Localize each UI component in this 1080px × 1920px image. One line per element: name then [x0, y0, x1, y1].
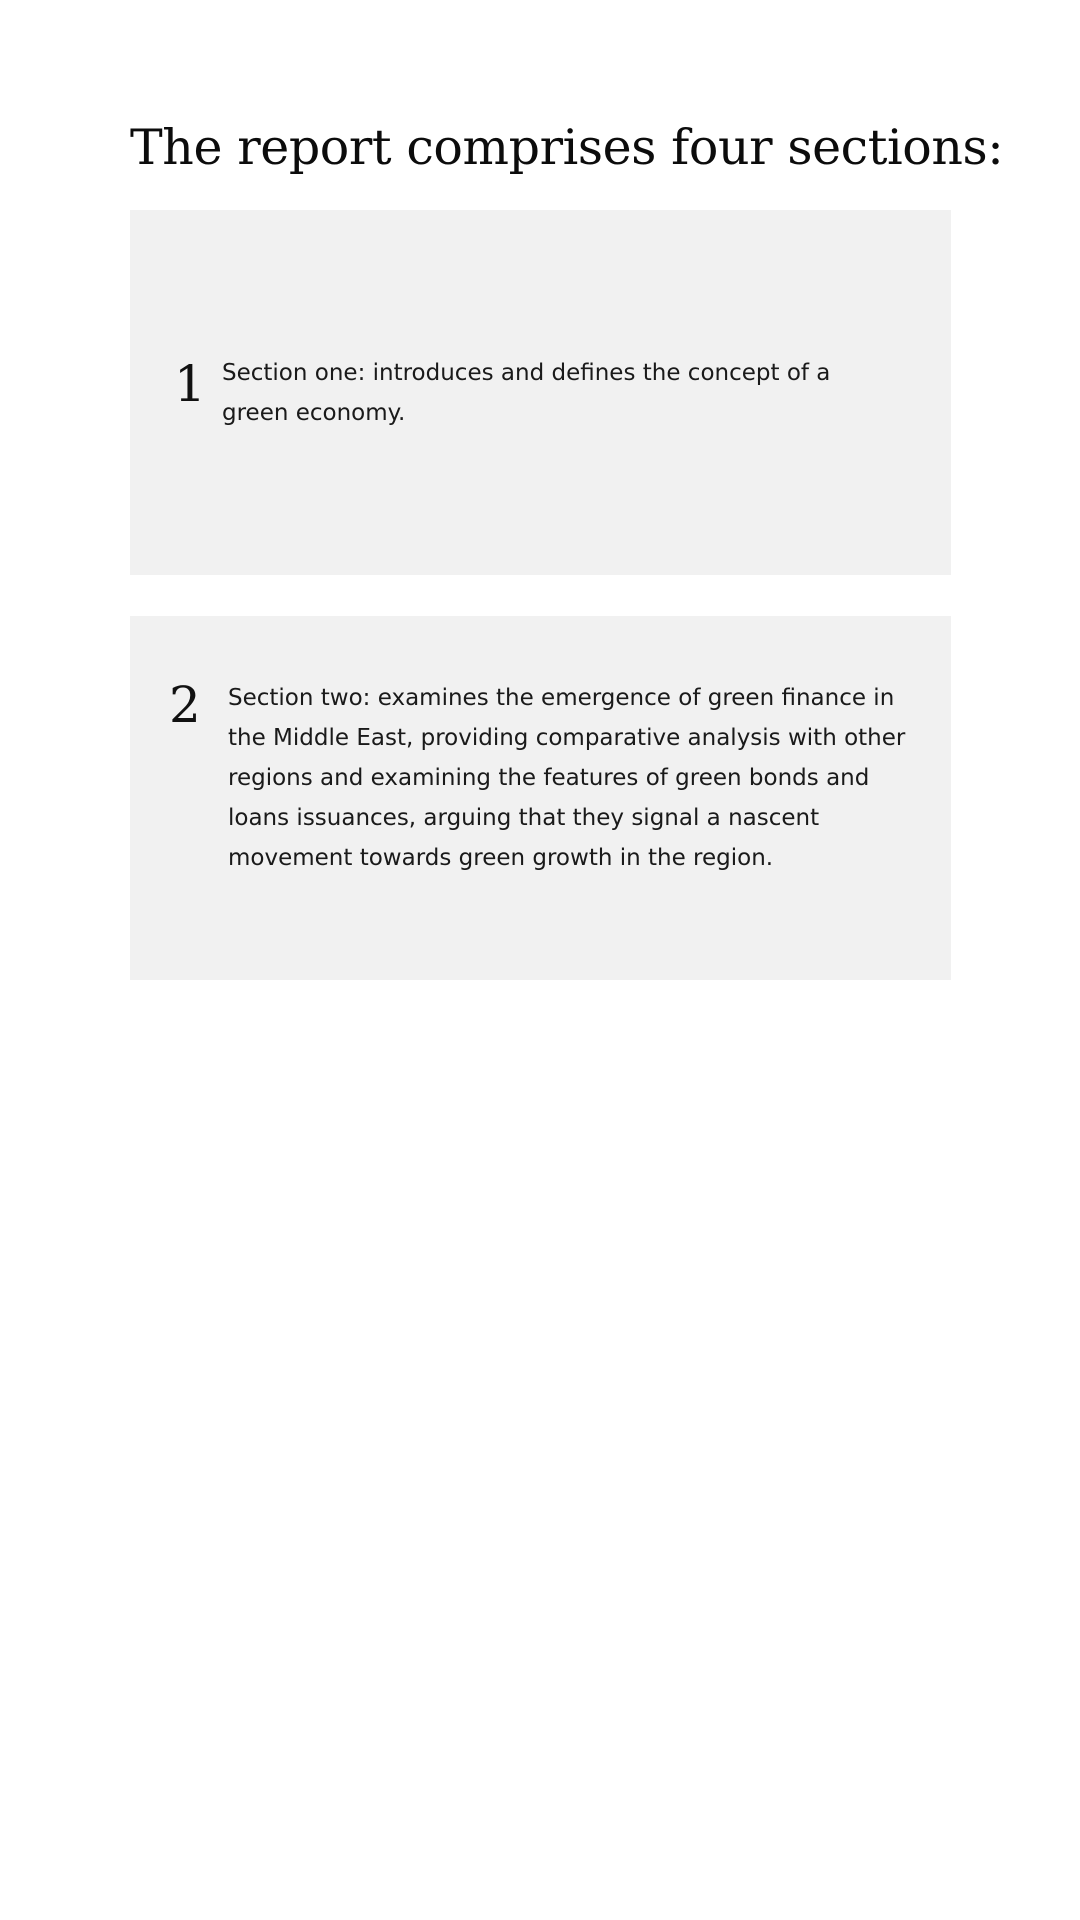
section-description-2: Section two: examines the emergence of green finance in the Middle East, providing comparative analysis with other regions and examining the features of green bonds and loans issuances, arguing that they signal a nascent movement towards green growth in the region.	[228, 685, 906, 871]
section-description-1: Section one: introduces and defines the concept of a green economy.	[222, 360, 831, 426]
section-card-2	[130, 616, 951, 980]
page-heading: The report comprises four sections:	[130, 119, 1004, 176]
section-number-1: 1	[174, 355, 206, 413]
section-card-1	[130, 210, 951, 575]
section-number-2: 2	[169, 676, 201, 734]
